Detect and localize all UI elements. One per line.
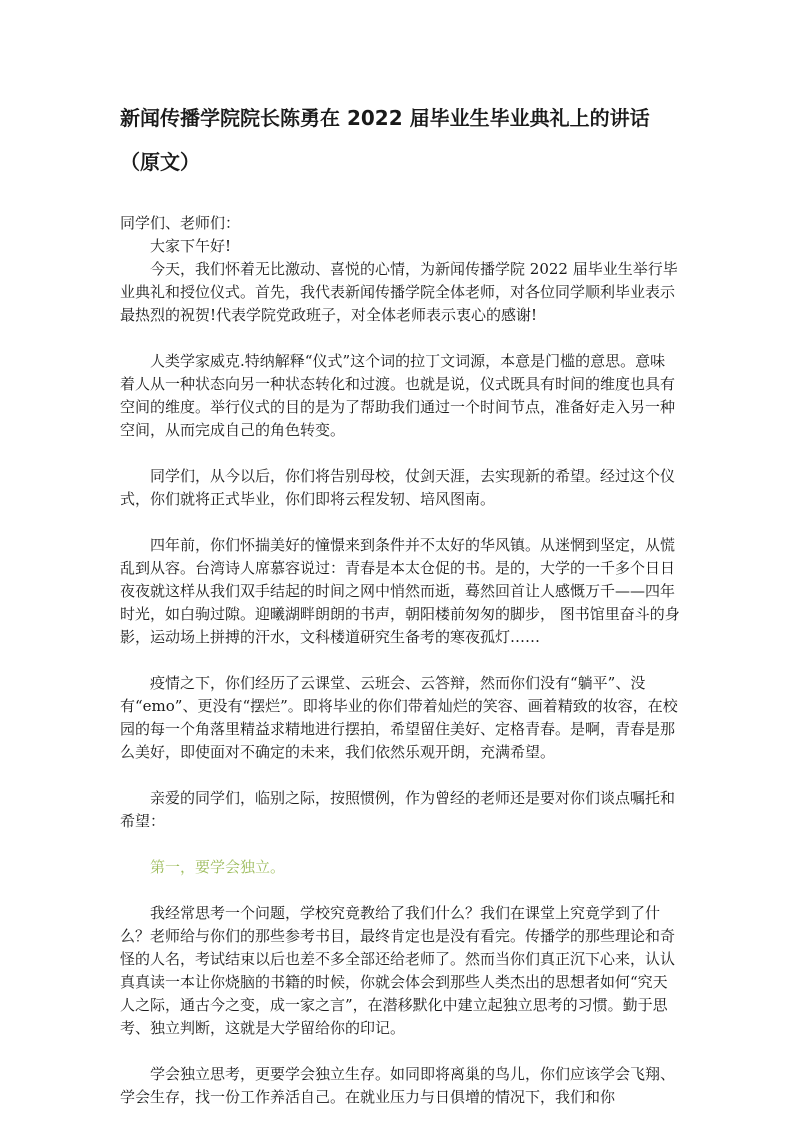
paragraph: 我经常思考一个问题，学校究竟教给了我们什么？我们在课堂上究竟学到了什么？老师给与你们的那些参考书目，最终肯定也是没有看完。传播学的那些理论和奇怪的人名，考试结束以后也差不多全部还给老师了。然而当你们真正沉下心来，认认真真读一本让你烧脑的书籍的时候，你就会体会到那些人类杰出的思想者如何“究天人之际，通古今之变，成一家之言”，在潜移默化中建立起独立思考的习惯。勤于思考、独立判断，这就是大学留给你的印记。	[120, 904, 676, 1037]
paragraph: 今天，我们怀着无比激动、喜悦的心情，为新闻传播学院 2022 届毕业生举行毕业典礼和授位仪式。首先，我代表新闻传播学院全体老师，对各位同学顺利毕业表示最热烈的祝贺!代表学院党政班子，对全体老师表示衷心的感谢!	[120, 260, 678, 324]
document-title: 新闻传播学院院长陈勇在 2022 届毕业生毕业典礼上的讲话（原文）	[120, 106, 650, 174]
paragraph: 学会独立思考，更要学会独立生存。如同即将离巢的鸟儿，你们应该学会飞翔、学会生存，找一份工作养活自己。在就业压力与日俱增的情况下，我们和你	[120, 1065, 676, 1106]
paragraph: 人类学家威克.特纳解释“仪式”这个词的拉丁文词源，本意是门槛的意思。意味着人从一种状态向另一种状态转化和过渡。也就是说，仪式既具有时间的维度也具有空间的维度。举行仪式的目的是为了帮助我们通过一个时间节点，准备好走入另一种空间，从而完成自己的角色转变。	[120, 352, 676, 439]
document-body	[120, 212, 680, 1109]
paragraph: 亲爱的同学们，临别之际，按照惯例，作为曾经的老师还是要对你们谈点嘱托和希望：	[120, 789, 676, 830]
paragraph: 四年前，你们怀揣美好的憧憬来到条件并不太好的华风镇。从迷惘到坚定，从慌乱到从容。台湾诗人席慕容说过：青春是本太仓促的书。是的，大学的一千多个日日夜夜就这样从我们双手结起的时间之网中悄然而逝，蓦然回首让人感慨万千——四年时光，如白驹过隙。迎曦湖畔朗朗的书声，朝阳楼前匆匆的脚步， 图书馆里奋斗的身影，运动场上拼搏的汗水，文科楼道研究生备考的寒夜孤灯……	[120, 536, 680, 646]
greeting: 大家下午好!	[150, 237, 232, 255]
paragraph: 同学们，从今以后，你们将告别母校，仗剑天涯，去实现新的希望。经过这个仪式，你们就将正式毕业，你们即将云程发轫、培风图南。	[120, 467, 676, 508]
paragraph: 疫情之下，你们经历了云课堂、云班会、云答辩，然而你们没有“躺平”、没有“emo”、更没有“摆烂”。即将毕业的你们带着灿烂的笑容、画着精致的妆容，在校园的每一个角落里精益求精地进行摆拍，希望留住美好、定格青春。是啊，青春是那么美好，即使面对不确定的未来，我们依然乐观开朗，充满希望。	[120, 674, 678, 761]
salutation: 同学们、老师们：	[120, 214, 241, 232]
section-heading: 第一，要学会独立。	[150, 858, 286, 876]
